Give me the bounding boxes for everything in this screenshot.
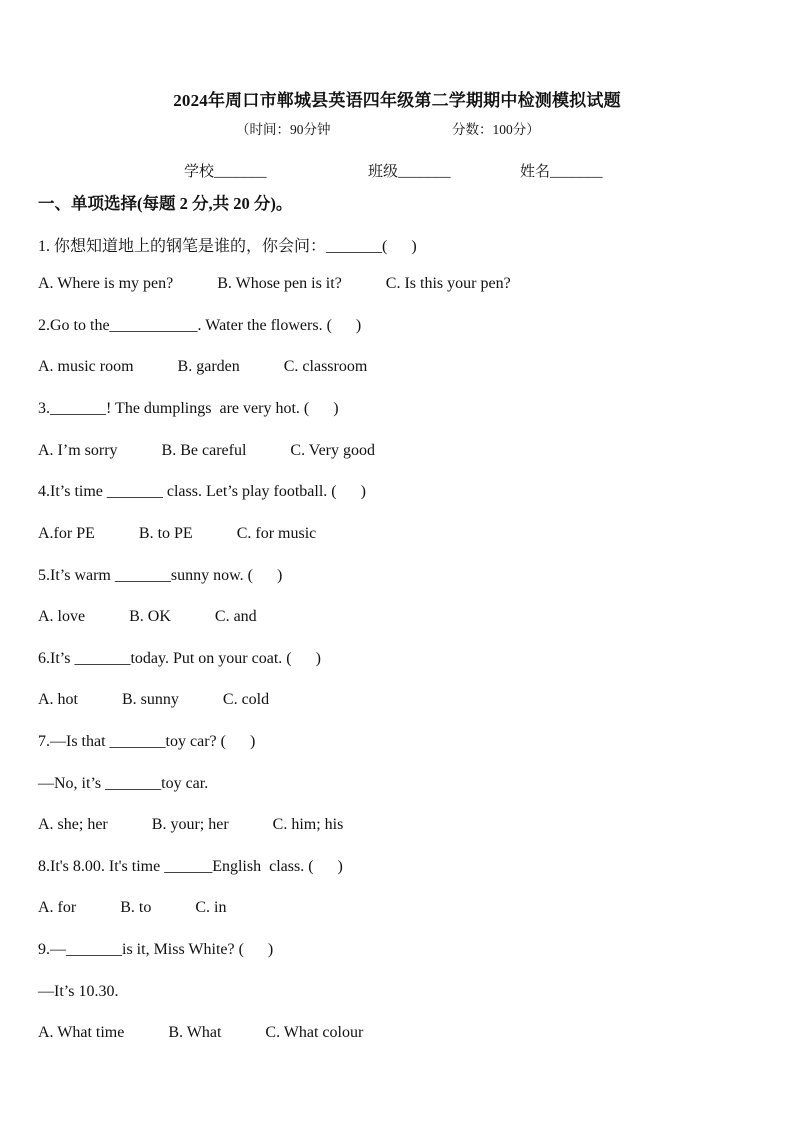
option-a: A. she; her [38, 816, 108, 833]
option-b: B. garden [177, 358, 240, 375]
option-b: B. to [120, 899, 152, 916]
name-field: 姓名_______ [520, 164, 603, 180]
question-9-reply: —It’s 10.30. [38, 983, 119, 1000]
option-c: C. Very good [290, 442, 375, 459]
option-b: B. sunny [122, 691, 179, 708]
school-field: 学校_______ [184, 164, 267, 180]
question-5-options [38, 608, 257, 626]
question-3-stem: 3._______! The dumplings are very hot. ( ) [38, 400, 339, 417]
question-2-options [38, 358, 367, 376]
option-c: C. him; his [272, 816, 344, 833]
option-b: B. OK [129, 608, 171, 625]
option-a: A. love [38, 608, 86, 625]
option-a: A. I’m sorry [38, 442, 118, 459]
section-heading: 一、单项选择(每题 2 分,共 20 分)。 [38, 194, 293, 213]
question-1-options [38, 275, 511, 293]
option-a: A. for [38, 899, 77, 916]
option-a: A. music room [38, 358, 134, 375]
option-b: B. Be careful [161, 442, 247, 459]
exam-score: 分数：100分） [452, 122, 540, 137]
option-a: A. hot [38, 691, 78, 708]
option-c: C. for music [236, 525, 317, 542]
page-title: 2024年周口市郸城县英语四年级第二学期期中检测模拟试题 [173, 91, 621, 110]
question-1-stem: 1. 你想知道地上的钢笔是谁的，你会问：_______( ) [38, 238, 417, 255]
option-a: A. What time [38, 1024, 125, 1041]
option-c: C. Is this your pen? [385, 275, 511, 292]
option-c: C. What colour [265, 1024, 364, 1041]
question-9-options [38, 1024, 363, 1042]
question-4-stem: 4.It’s time _______ class. Let’s play football. ( ) [38, 483, 366, 500]
question-7-reply: —No, it’s _______toy car. [38, 775, 209, 792]
option-a: A. Where is my pen? [38, 275, 174, 292]
class-field: 班级_______ [368, 164, 451, 180]
option-c: C. cold [222, 691, 270, 708]
question-8-stem: 8.It's 8.00. It's time ______English class. ( ) [38, 858, 343, 875]
question-5-stem: 5.It’s warm _______sunny now. ( ) [38, 567, 283, 584]
option-b: B. your; her [151, 816, 229, 833]
question-6-options [38, 691, 269, 709]
question-6-stem: 6.It’s _______today. Put on your coat. ( ) [38, 650, 321, 667]
option-b: B. to PE [138, 525, 193, 542]
question-7-options [38, 816, 343, 834]
option-b: B. What [168, 1024, 222, 1041]
question-9-stem: 9.—_______is it, Miss White? ( ) [38, 941, 274, 958]
question-4-options [38, 525, 316, 543]
option-c: C. in [195, 899, 227, 916]
question-7-stem: 7.—Is that _______toy car? ( ) [38, 733, 256, 750]
option-b: B. Whose pen is it? [217, 275, 342, 292]
option-c: C. classroom [283, 358, 368, 375]
option-a: A.for PE [38, 525, 95, 542]
question-2-stem: 2.Go to the___________. Water the flowers. ( ) [38, 317, 362, 334]
question-8-options [38, 899, 226, 917]
exam-time: （时间：90分钟 [236, 122, 331, 137]
option-c: C. and [214, 608, 257, 625]
question-3-options [38, 442, 375, 460]
